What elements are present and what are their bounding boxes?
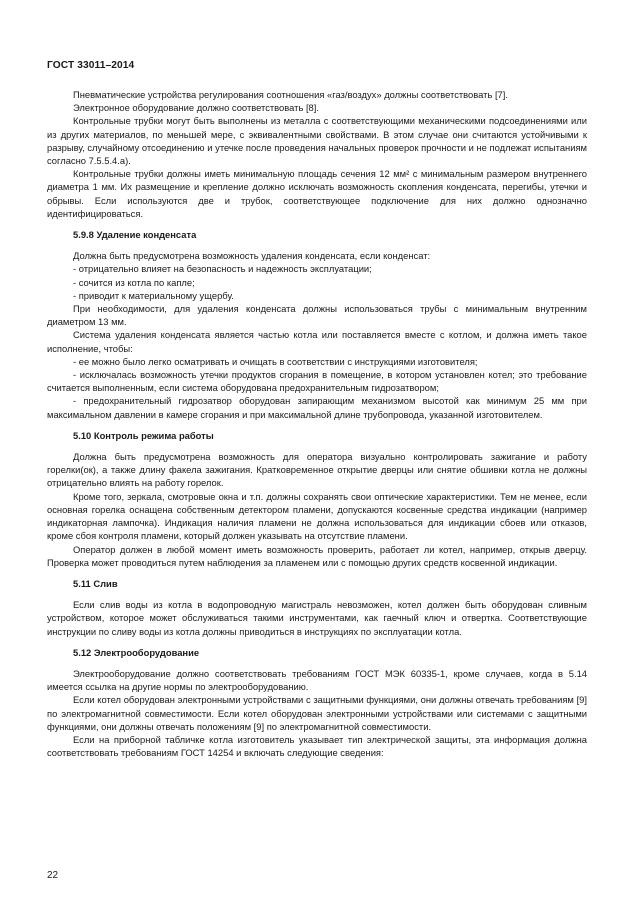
section-heading-5-12: 5.12 Электрооборудование <box>73 646 200 658</box>
paragraph: Оператор должен в любой момент иметь возможность проверить, работает ли котел, например, открыв дверцу. Проверка может проводиться путем наблюдения за пламенем или с помощью других средств косвенной индикации. <box>47 543 587 568</box>
paragraph: Электрооборудование должно соответствовать требованиям ГОСТ МЭК 60335-1, кроме случаев, когда в 5.14 имеется ссылка на другие нормы по электрооборудованию. <box>47 667 587 693</box>
section-heading-5-10: 5.10 Контроль режима работы <box>73 429 214 441</box>
paragraph: Электронное оборудование должно соответствовать [8]. <box>73 102 319 114</box>
section-heading-5-9-8: 5.9.8 Удаление конденсата <box>73 229 197 241</box>
list-item: - отрицательно влияет на безопасность и надежность эксплуатации; <box>73 263 372 275</box>
list-item: - приводит к материальному ущербу. <box>73 289 234 301</box>
paragraph: Если котел оборудован электронными устройствами с защитными функциями, они должны отвечать требованиям [9] по электромагнитной совместимости. Если котел оборудован электронными устройствами или системами с защитными функциями, они должны отвечать положениям [9] по электромагнитной совместимости. <box>47 694 587 732</box>
paragraph: Система удаления конденсата является частью котла или поставляется вместе с котлом, и должна иметь такое исполнение, чтобы: <box>47 329 587 354</box>
paragraph: Кроме того, зеркала, смотровые окна и т.п. должны сохранять свои оптические характеристики. Тем не менее, если основная горелка оснащена собственным детектором пламени, допускаются косвенные средства индикации (например индикаторная лампочка). Индикация наличия пламени не должна использоваться для индикации сбоев или отказов, кроме сбоя контроля пламени, который должен указывать на отсутствие пламени. <box>47 490 587 542</box>
paragraph: Контрольные трубки должны иметь минимальную площадь сечения 12 мм² с минимальным размером внутреннего диаметра 1 мм. Их размещение и крепление должно исключать возможность скопления конденсата, перегибы, утечки и обрывы. Если используются две и трубок, соответствующее подключение для них должно однозначно идентифицироваться. <box>47 168 587 219</box>
list-item: - исключалась возможность утечки продуктов сгорания в помещение, в котором установлен котел; это требование считается выполненным, если система оборудована предохранительным гидрозатвором; <box>47 369 587 394</box>
paragraph: Должна быть предусмотрена возможность удаления конденсата, если конденсат: <box>73 250 431 262</box>
paragraph: Должна быть предусмотрена возможность для оператора визуально контролировать зажигание и работу горелки(ок), а также длину факела зажигания. Кратковременное открытие дверцы или снятие обшивки котла не должны отрицательно влиять на работу горелок. <box>47 451 587 489</box>
list-item: - предохранительный гидрозатвор оборудован запирающим механизмом высотой как минимум 25 мм при максимальном давлении в камере сгорания и при максимальной длине трубопровода, указанной изготовителем. <box>47 395 587 420</box>
list-item: - ее можно было легко осматривать и очищать в соответствии с инструкциями изготовителя; <box>73 355 478 367</box>
document-body <box>47 88 587 759</box>
paragraph: Контрольные трубки могут быть выполнены из металла с соответствующими механическими подсоединениями или из других материалов, по меньшей мере, с эквивалентными свойствами. В этом случае они считаются устойчивыми к разрыву, случайному отсоединению и утечке после проведения начальных проверок прочности и не подлежат испытаниям согласно 7.5.5.4.а). <box>47 115 587 167</box>
section-heading-5-11: 5.11 Слив <box>73 577 118 589</box>
paragraph: Если на приборной табличке котла изготовитель указывает тип электрической защиты, эта информация должна соответствовать требованиям ГОСТ 14254 и включать следующие сведения: <box>47 733 587 759</box>
list-item: - сочится из котла по капле; <box>73 276 195 288</box>
document-code-header: ГОСТ 33011–2014 <box>47 60 135 71</box>
paragraph: Пневматические устройства регулирования соотношения «газ/воздух» должны соответствовать [7]. <box>73 89 508 100</box>
paragraph: При необходимости, для удаления конденсата должны использоваться трубы с минимальным внутренним диаметром 13 мм. <box>47 303 587 328</box>
page-number: 22 <box>47 870 59 881</box>
paragraph: Если слив воды из котла в водопроводную магистраль невозможен, котел должен быть оборудован сливным устройством, которое может обслуживаться такими инструментами, как гаечный ключ и отвертка. Соответствующие инструкции по сливу воды из котла должны приводиться в инструкциях по эксплуатации котла. <box>47 599 587 637</box>
